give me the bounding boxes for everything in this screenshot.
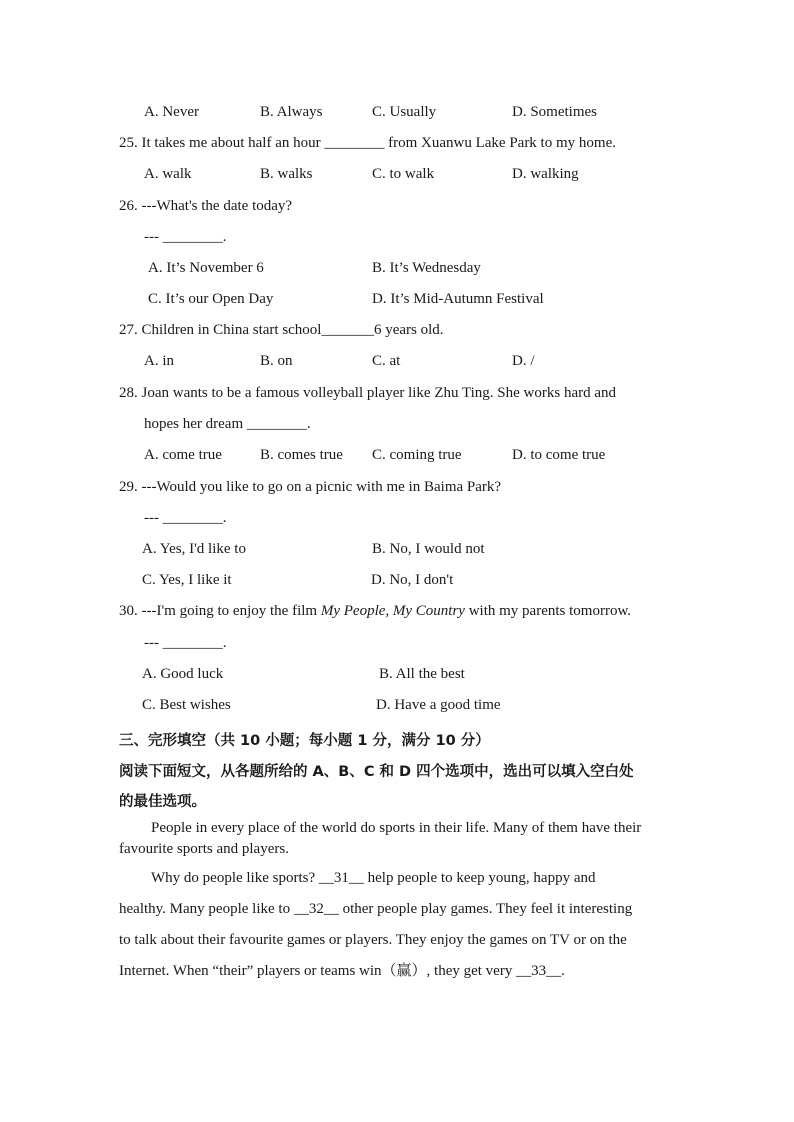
passage-p2-line4: Internet. When “their” players or teams win（赢）, they get very __33__.	[119, 963, 565, 979]
q29-option-b: B. No, I would not	[372, 541, 485, 557]
q27-stem: 27. Children in China start school_______6 years old.	[119, 322, 444, 338]
q30-reply: --- ________.	[144, 635, 227, 651]
q28-stem-line2: hopes her dream ________.	[144, 416, 311, 432]
q26-stem: 26. ---What's the date today?	[119, 198, 293, 214]
passage-p2-line1: Why do people like sports? __31__ help people to keep young, happy and	[151, 870, 596, 886]
q24-option-c: C. Usually	[372, 104, 437, 120]
q28-option-c: C. coming true	[372, 447, 462, 463]
passage-p2-line2: healthy. Many people like to __32__ other people play games. They feel it interesting	[119, 901, 633, 917]
q30-stem	[119, 602, 631, 620]
q25-option-a: A. walk	[144, 166, 192, 182]
q29-option-c: C. Yes, I like it	[142, 572, 232, 588]
q28-option-b: B. comes true	[260, 447, 343, 463]
passage-p1-line2: favourite sports and players.	[119, 841, 289, 857]
q26-reply: --- ________.	[144, 229, 227, 245]
q25-option-d: D. walking	[512, 166, 579, 182]
q27-option-b: B. on	[260, 353, 293, 369]
q27-option-a: A. in	[144, 353, 174, 369]
q25-stem: 25. It takes me about half an hour ________ from Xuanwu Lake Park to my home.	[119, 135, 616, 151]
q26-option-b: B. It’s Wednesday	[372, 260, 481, 276]
q30-option-a: A. Good luck	[142, 666, 224, 682]
q30-stem-after: with my parents tomorrow.	[464, 603, 632, 619]
q29-option-d: D. No, I don't	[371, 572, 454, 588]
q25-option-b: B. walks	[260, 166, 313, 182]
q29-stem: 29. ---Would you like to go on a picnic with me in Baima Park?	[119, 479, 502, 495]
q30-option-c: C. Best wishes	[142, 697, 231, 713]
q27-option-d: D. /	[512, 353, 535, 369]
section3-instruction-line1: 阅读下面短文，从各题所给的 A、B、C 和 D 四个选项中，选出可以填入空白处	[119, 764, 634, 780]
q24-option-d: D. Sometimes	[512, 104, 597, 120]
passage-p2-line3: to talk about their favourite games or players. They enjoy the games on TV or on the	[119, 932, 627, 948]
section3-instruction-line2: 的最佳选项。	[119, 794, 206, 810]
q25-option-c: C. to walk	[372, 166, 435, 182]
q29-reply: --- ________.	[144, 510, 227, 526]
q29-option-a: A. Yes, I'd like to	[142, 541, 246, 557]
q24-option-a: A. Never	[144, 104, 199, 120]
q28-stem-line1: 28. Joan wants to be a famous volleyball player like Zhu Ting. She works hard and	[119, 385, 617, 401]
q30-film-title: My People, My Country	[320, 603, 465, 619]
q24-option-b: B. Always	[260, 104, 323, 120]
q27-option-c: C. at	[372, 353, 401, 369]
q26-option-a: A. It’s November 6	[148, 260, 264, 276]
q28-option-a: A. come true	[144, 447, 222, 463]
q28-option-d: D. to come true	[512, 447, 606, 463]
q30-stem-before: 30. ---I'm going to enjoy the film	[119, 603, 321, 619]
q30-option-b: B. All the best	[379, 666, 465, 682]
section3-heading: 三、完形填空（共 10 小题；每小题 1 分，满分 10 分）	[119, 733, 490, 749]
q26-option-d: D. It’s Mid-Autumn Festival	[372, 291, 544, 307]
q30-option-d: D. Have a good time	[376, 697, 501, 713]
q26-option-c: C. It’s our Open Day	[148, 291, 274, 307]
passage-p1-line1: People in every place of the world do sports in their life. Many of them have their	[151, 820, 642, 836]
